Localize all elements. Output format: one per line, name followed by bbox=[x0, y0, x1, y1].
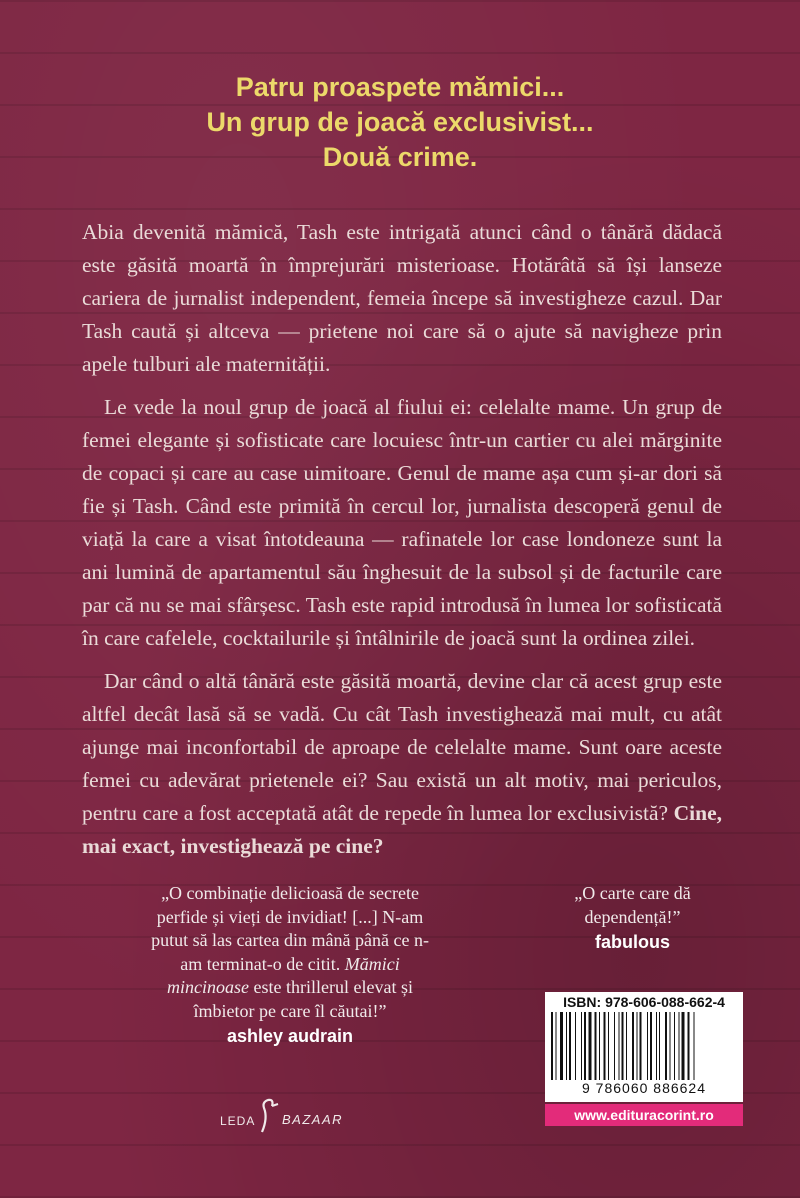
barcode-icon bbox=[551, 1012, 737, 1080]
review-quote-right-text: „O carte care dă dependență!” bbox=[574, 883, 691, 927]
barcode-bar bbox=[640, 1012, 642, 1080]
review-quote-left-text bbox=[150, 882, 430, 1023]
barcode-bar bbox=[599, 1012, 600, 1080]
blurb-tagline: Cine, mai exact, investighează pe cine? bbox=[82, 801, 722, 858]
barcode-bar bbox=[656, 1012, 657, 1080]
barcode-digits: 9 786060 886624 bbox=[582, 1080, 706, 1096]
barcode-bar bbox=[604, 1012, 606, 1080]
isbn-label: ISBN: 978-606-088-662-4 bbox=[563, 994, 725, 1010]
logo-swan-icon bbox=[258, 1098, 282, 1134]
barcode-bar bbox=[575, 1012, 576, 1080]
barcode-bar bbox=[650, 1012, 652, 1080]
blurb-paragraph-3 bbox=[82, 665, 722, 863]
barcode-bar bbox=[560, 1012, 563, 1080]
blurb-paragraph-3-text: Dar când o altă tânără este găsită moartă, devine clar că acest grup este altfel decât lasă să se vadă. Cu cât Tash investighează mai mult, cu atât ajunge mai inconfortabil de aproape de celelalte mame. Sunt oare aceste femei cu adevărat prietenele ei? Sau există un alt motiv, mai periculos, pentru care a fost acceptată atât de repede în lumea lor exclusivistă? bbox=[82, 669, 722, 825]
barcode-bar bbox=[556, 1012, 557, 1080]
barcode-bar bbox=[569, 1012, 571, 1080]
quote-left-part-2: este thrillerul elevat și îmbietor pe care îl căutai!” bbox=[193, 977, 413, 1021]
barcode-bar bbox=[674, 1012, 675, 1080]
headline-line-2: Un grup de joacă exclusivist... bbox=[206, 107, 594, 137]
barcode-bar bbox=[626, 1012, 627, 1080]
logo-bazaar: BAZAAR bbox=[282, 1112, 344, 1127]
barcode-bar bbox=[647, 1012, 648, 1080]
barcode-bar bbox=[595, 1012, 597, 1080]
publisher-website: www.edituracorint.ro bbox=[545, 1104, 743, 1126]
barcode-bar bbox=[589, 1012, 592, 1080]
blurb-paragraph-2: Le vede la noul grup de joacă al fiului ei: celelalte mame. Un grup de femei elegante și sofisticate care locuiesc într-un cartier cu alei mărginite de copaci și care au case uimitoare. Genul de mame așa cum și-ar dori să fie și Tash. Când este primită în cercul lor, jurnalista descoperă genul de viață la care a visat întotdeauna — rafinatele lor case londoneze sunt la ani lumină de apartamentul său înghesuit de la subsol și de facturile care par că nu se mai sfârșesc. Tash este rapid introdusă în lumea lor sofisticată în care cafelele, cocktailurile și întâlnirile de joacă sunt la ordinea zilei. bbox=[82, 395, 722, 650]
barcode-bar bbox=[694, 1012, 695, 1080]
review-quote-left-author: ashley audrain bbox=[226, 1026, 354, 1046]
publisher-logo bbox=[220, 1098, 360, 1138]
headline bbox=[0, 70, 800, 175]
barcode-bar bbox=[637, 1012, 638, 1080]
headline-line-3: Două crime. bbox=[322, 142, 478, 172]
logo-leda: LEDA bbox=[220, 1114, 256, 1128]
review-quote-right bbox=[540, 882, 725, 955]
barcode-bar bbox=[566, 1012, 567, 1080]
barcode-bar bbox=[584, 1012, 586, 1080]
barcode-bar bbox=[619, 1012, 620, 1080]
barcode-bar bbox=[682, 1012, 685, 1080]
quote-left-part-1: „O combinație delicioasă de secrete perfide și vieți de invidiat! [...] N-am putut să las cartea din mână până ce n-am terminat-o de citit. bbox=[151, 883, 429, 974]
headline-line-1: Patru proaspete mămici... bbox=[235, 72, 565, 102]
barcode-bar bbox=[551, 1012, 553, 1080]
barcode-bar bbox=[679, 1012, 680, 1080]
isbn-barcode-box bbox=[545, 992, 743, 1102]
barcode-bar bbox=[659, 1012, 660, 1080]
blurb bbox=[82, 216, 722, 873]
quote-left-book-title: Mămici mincinoase bbox=[167, 953, 400, 997]
barcode-bar bbox=[608, 1012, 609, 1080]
barcode-bar bbox=[622, 1012, 624, 1080]
barcode-bar bbox=[632, 1012, 634, 1080]
review-quote-right-author: fabulous bbox=[595, 932, 670, 952]
barcode-bar bbox=[581, 1012, 582, 1080]
barcode-bar bbox=[670, 1012, 671, 1080]
barcode-bar bbox=[665, 1012, 667, 1080]
barcode-bar bbox=[614, 1012, 615, 1080]
review-quote-left bbox=[150, 882, 430, 1049]
barcode-bar bbox=[688, 1012, 690, 1080]
blurb-paragraph-1: Abia devenită mămică, Tash este intrigată atunci când o tânără dădacă este găsită moartă în împrejurări misterioase. Hotărâtă să își lanseze cariera de jurnalist independent, femeia începe să investigheze cazul. Dar Tash caută și altceva — prietene noi care să o ajute să navigheze prin apele tulburi ale maternității. bbox=[82, 220, 722, 376]
